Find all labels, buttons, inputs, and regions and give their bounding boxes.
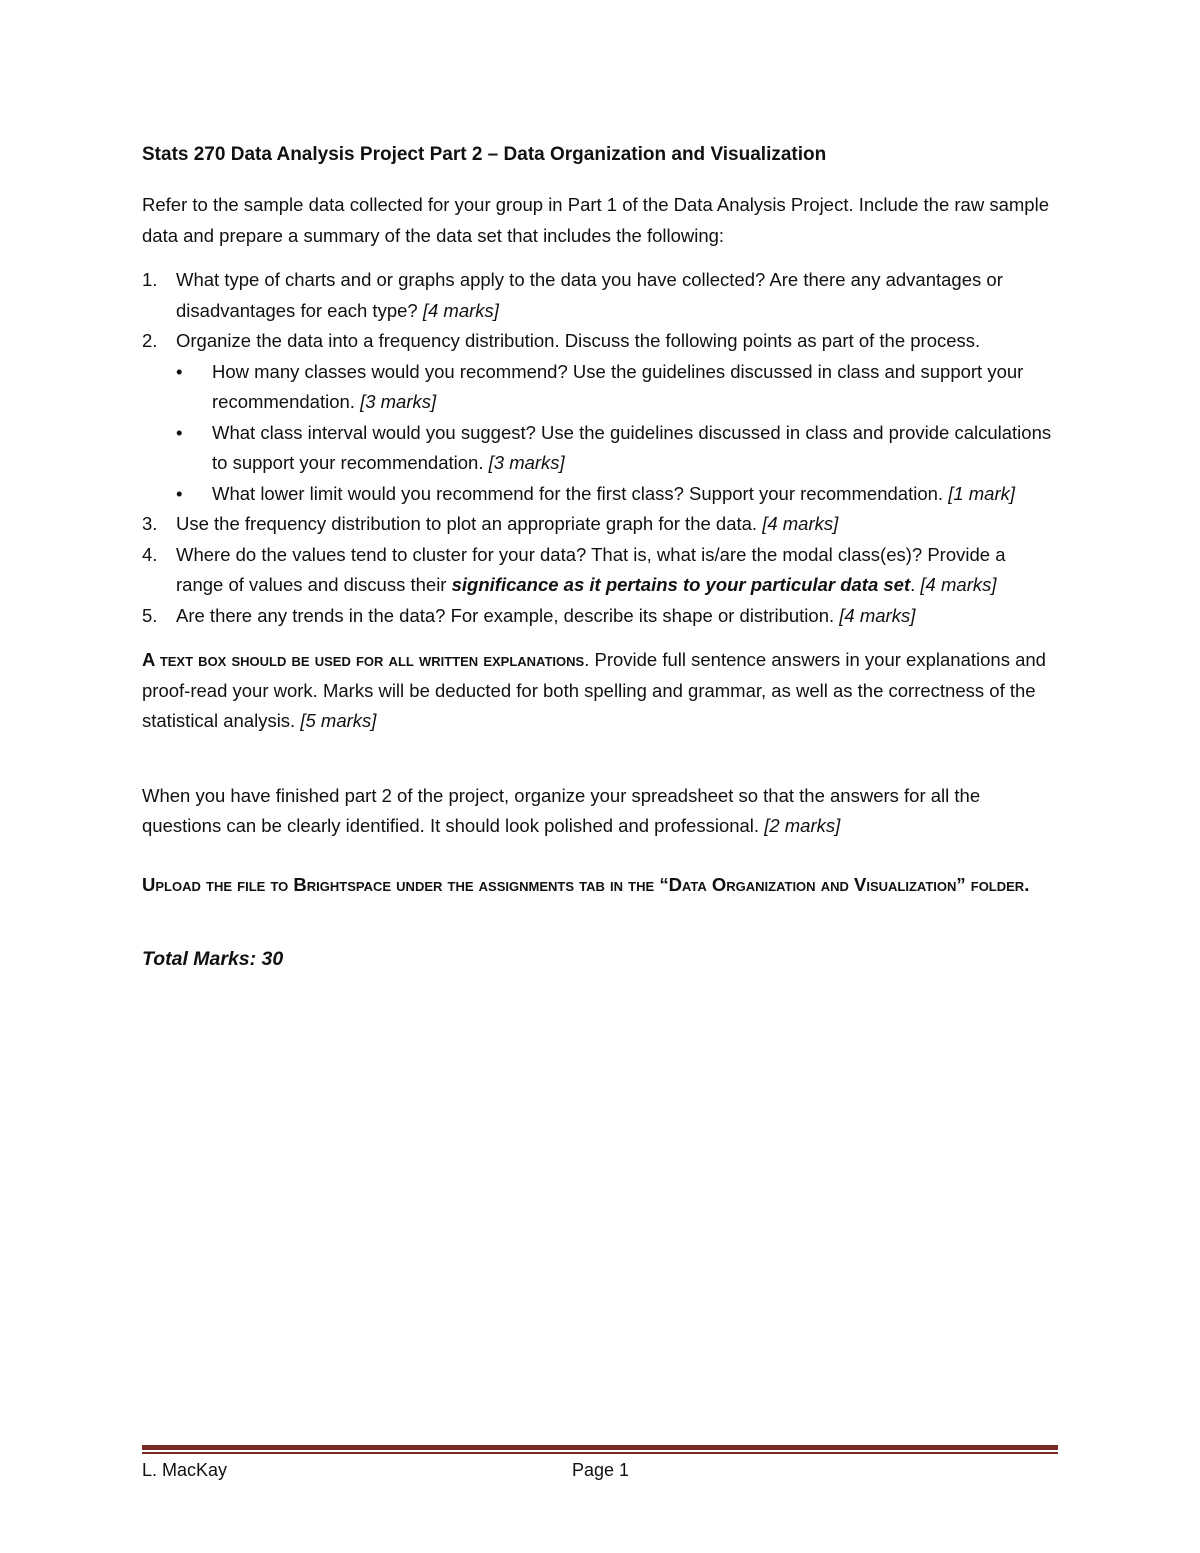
question-number: 3. [142,513,158,534]
question-item-5 [142,601,1057,632]
question-item-1 [142,265,1057,326]
marks-label: [4 marks] [839,604,916,626]
marks-label: [5 marks] [300,710,377,731]
marks-label: [3 marks] [360,391,437,412]
intro-paragraph: Refer to the sample data collected for your group in Part 1 of the Data Analysis Project. Include the raw sample data and prepare a summary of the data set that includes the following: [142,194,1049,246]
sub-question-item [176,479,1057,510]
sub-question-text: What class interval would you suggest? Use the guidelines discussed in class and provide calculations to support your recommendation. [212,421,1052,473]
question-text: Use the frequency distribution to plot an appropriate graph for the data. [176,513,763,534]
marks-label: [4 marks] [422,299,499,321]
question-number: 1. [142,269,158,290]
marks-label: [4 marks] [920,574,997,595]
sub-question-item [176,357,1057,418]
marks-label: [1 mark] [948,482,1016,504]
sub-question-list [176,357,1057,510]
footer-author: L. MacKay [142,1460,228,1480]
question-item-3 [142,509,1057,540]
footer-rule-thin [142,1452,1058,1454]
total-marks: Total Marks: 30 [142,948,284,970]
emphasis-text: significance as it pertains to your particular data set [451,574,911,595]
question-text-tail: . [910,574,921,595]
sub-question-item [176,418,1057,479]
marks-label: [3 marks] [488,452,565,473]
question-item-4 [142,540,1057,601]
question-text: What type of charts and or graphs apply to the data you have collected? Are there any advantages or disadvantages for each type? [176,269,1003,321]
document-body [142,140,1057,975]
sub-question-text: How many classes would you recommend? Use the guidelines discussed in class and support your recommendation. [212,360,1024,412]
notice-text: . Provide full sentence answers in your explanations and proof-read your work. Marks will be deducted for both spelling and grammar, as well as the correctness of the statistical analysis. [142,649,1046,731]
question-text: Where do the values tend to cluster for your data? That is, what is/are the modal class(es)? Provide a range of values and discuss their [176,543,1006,595]
question-number: 5. [142,604,158,626]
notice-caps: A text box should be used for all written explanations [142,649,585,670]
sub-question-text: What lower limit would you recommend for the first class? Support your recommendation. [212,482,949,504]
question-text: Organize the data into a frequency distribution. Discuss the following points as part of the process. [176,330,981,351]
page-title: Stats 270 Data Analysis Project Part 2 – Data Organization and Visualization [142,144,827,165]
question-text: Are there any trends in the data? For example, describe its shape or distribution. [176,604,840,626]
finished-text: When you have finished part 2 of the project, organize your spreadsheet so that the answers for all the questions can be clearly identified. It should look polished and professional. [142,784,981,836]
marks-label: [2 marks] [764,815,841,836]
footer-rule [142,1445,1058,1450]
question-number: 2. [142,330,158,351]
upload-instruction: Upload the file to Brightspace under the assignments tab in the “Data Organization and Visualization” folder. [142,873,1030,895]
bullet-icon: • [176,482,183,504]
question-item-2 [142,326,1057,509]
bullet-icon: • [176,360,183,382]
marks-label: [4 marks] [762,513,839,534]
finished-paragraph [142,781,1057,842]
question-number: 4. [142,543,158,565]
bullet-icon: • [176,421,183,443]
question-list [142,265,1057,631]
text-box-notice [142,645,1057,737]
footer-page-number: Page 1 [572,1460,630,1480]
